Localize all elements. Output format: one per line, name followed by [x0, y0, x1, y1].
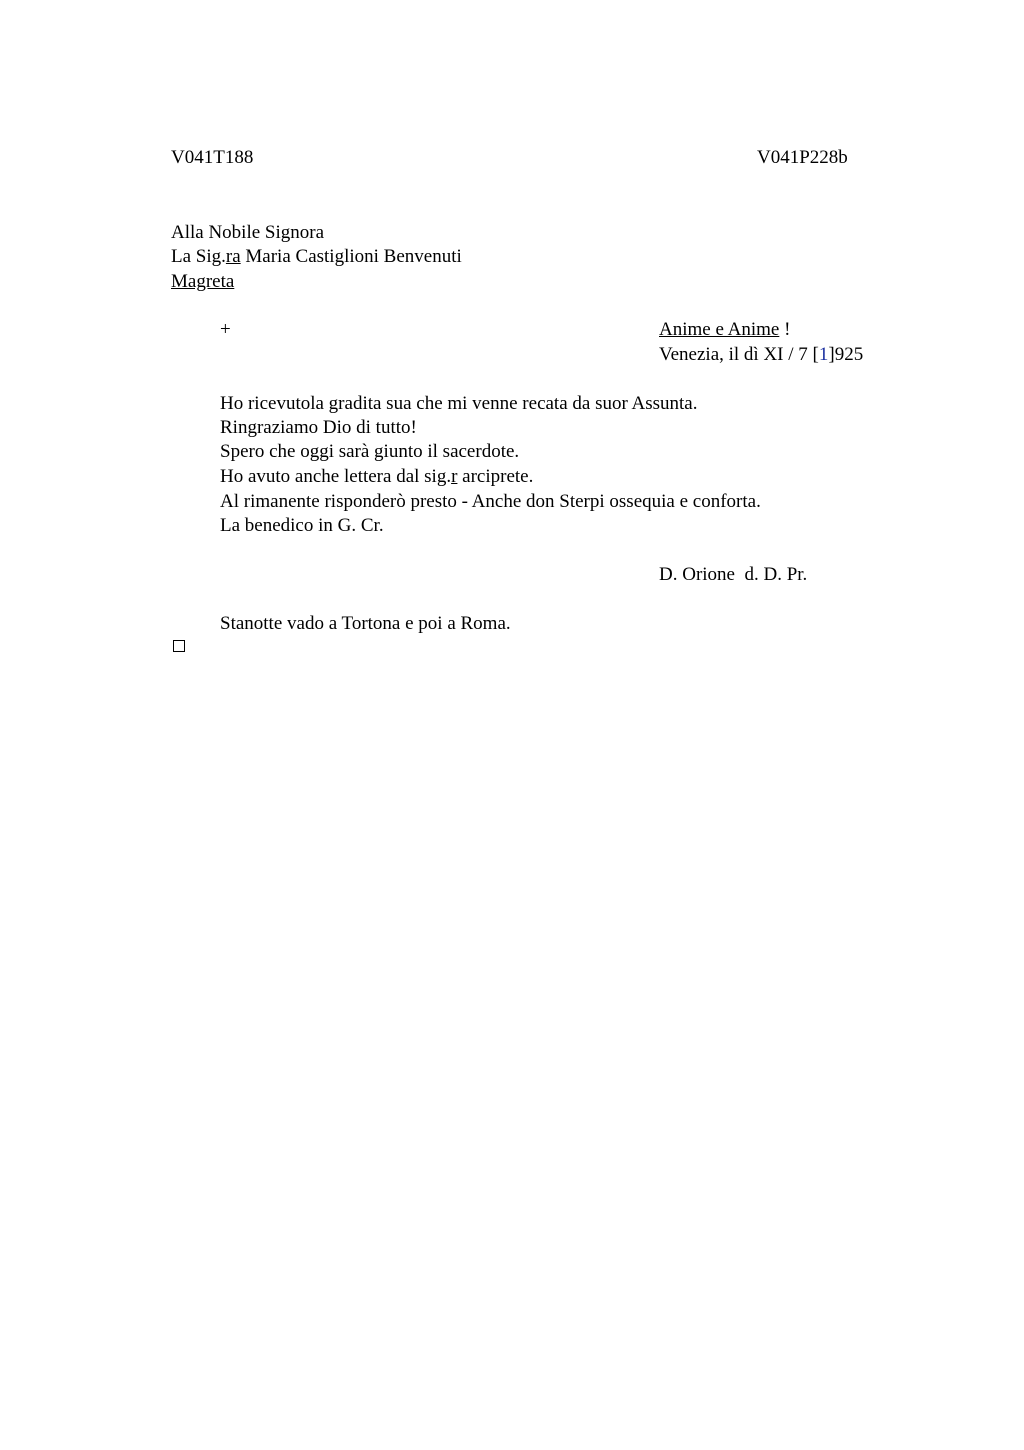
- place-date: [659, 343, 863, 367]
- body-line-4-rest: arciprete.: [457, 466, 534, 487]
- document-code-right: V041P228b: [757, 147, 848, 168]
- address-recipient-name: Maria Castiglioni Benvenuti: [240, 246, 462, 267]
- body-line-1: Ho ricevutola gradita sua che mi venne recata da suor Assunta.: [220, 393, 698, 414]
- motto-text: Anime e Anime: [659, 319, 780, 340]
- body-line-4: [220, 465, 533, 489]
- body-line-4-prefix: Ho avuto anche lettera dal sig.: [220, 466, 452, 487]
- body-line-4-abbrev: r: [451, 466, 458, 487]
- body-line-5: Al rimanente risponderò presto - Anche don Sterpi ossequia e conforta.: [220, 491, 761, 512]
- date-prefix: Venezia, il dì XI / 7 [: [659, 344, 819, 365]
- cross-mark: +: [220, 319, 231, 340]
- postscript: Stanotte vado a Tortona e poi a Roma.: [220, 613, 511, 634]
- address-line-3: Magreta: [171, 271, 235, 292]
- body-line-3: Spero che oggi sarà giunto il sacerdote.: [220, 441, 520, 462]
- motto: [659, 318, 790, 342]
- address-line-1: Alla Nobile Signora: [171, 222, 325, 243]
- end-marker-box: [173, 640, 185, 652]
- address-title-prefix: La Sig.: [171, 246, 226, 267]
- address-title-abbrev: ra: [225, 246, 241, 267]
- date-suffix: ]925: [828, 344, 864, 365]
- date-bracket-digit: 1: [818, 344, 829, 365]
- body-line-2: Ringraziamo Dio di tutto!: [220, 417, 417, 438]
- body-line-6: La benedico in G. Cr.: [220, 515, 384, 536]
- address-line-2: [171, 245, 462, 269]
- document-code-left: V041T188: [171, 147, 254, 168]
- motto-suffix: !: [779, 319, 791, 340]
- signature: D. Orione d. D. Pr.: [659, 564, 808, 585]
